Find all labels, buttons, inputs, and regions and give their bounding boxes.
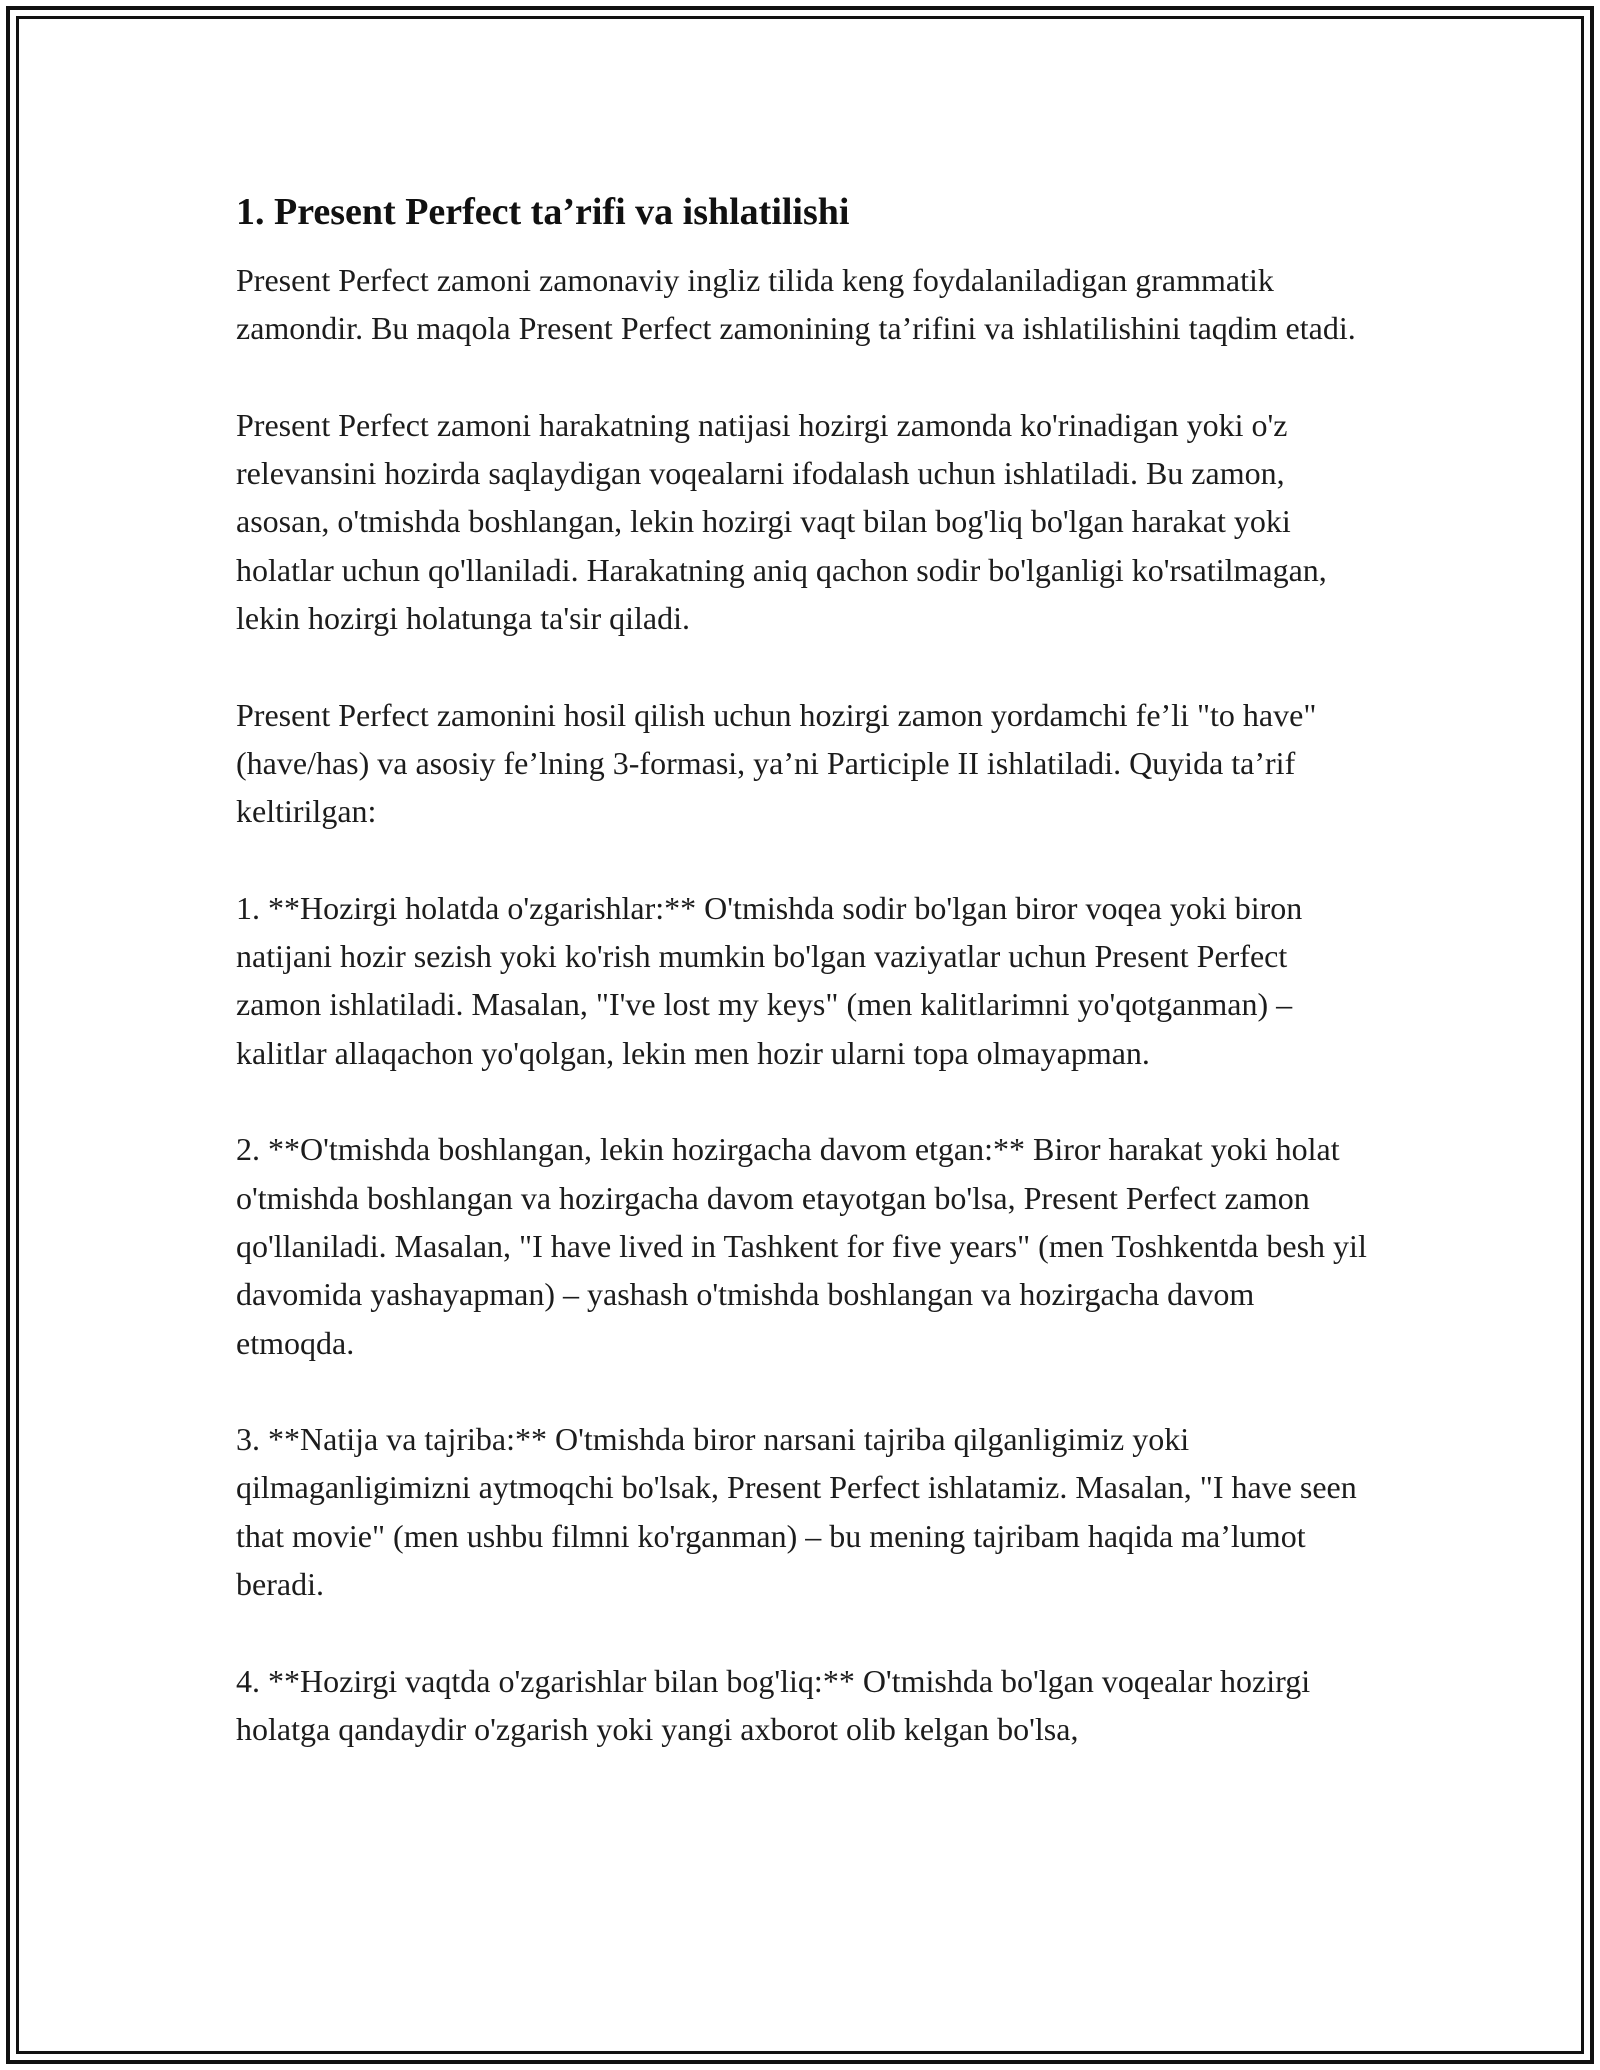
paragraph-intro: Present Perfect zamoni zamonaviy ingliz tilida keng foydalaniladigan grammatik zamondir. Bu maqola Present Perfect zamonining ta’rifini va ishlatilishini taqdim etadi. bbox=[236, 262, 1356, 347]
list-item-1: 1. **Hozirgi holatda o'zgarishlar:** O'tmishda sodir bo'lgan biror voqea yoki biron natijani hozir sezish yoki ko'rish mumkin bo'lgan vaziyatlar uchun Present Perfect zamon ishlatiladi. Masalan, "I've lost my keys" (men kalitlarimni yo'qotganman) – kalitlar allaqachon yo'qolgan, lekin men hozir ularni topa olmayapman. bbox=[236, 889, 1303, 1071]
paragraph-definition: Present Perfect zamoni harakatning natijasi hozirgi zamonda ko'rinadigan yoki o'z relevansini hozirda saqlaydigan voqealarni ifodalash uchun ishlatiladi. Bu zamon, asosan, o'tmishda boshlangan, lekin hozirgi vaqt bilan bog'liq bo'lgan harakat yoki holatlar uchun qo'llaniladi. Harakatning aniq qachon sodir bo'lganligi ko'rsatilmagan, lekin hozirgi holatunga ta'sir qiladi. bbox=[236, 406, 1327, 637]
section-heading: 1. Present Perfect ta’rifi va ishlatilishi bbox=[236, 191, 850, 233]
list-item-3: 3. **Natija va tajriba:** O'tmishda biror narsani tajriba qilganligimiz yoki qilmaganligimizni aytmoqchi bo'lsak, Present Perfect ishlatamiz. Masalan, "I have seen that movie" (men ushbu filmni ko'rganman) – bu mening tajribam haqida ma’lumot beradi. bbox=[236, 1421, 1357, 1603]
list-item-4: 4. **Hozirgi vaqtda o'zgarishlar bilan bog'liq:** O'tmishda bo'lgan voqealar hozirgi holatga qandaydir o'zgarish yoki yangi axborot olib kelgan bo'lsa, bbox=[236, 1662, 1311, 1747]
list-item-2: 2. **O'tmishda boshlangan, lekin hozirgacha davom etgan:** Biror harakat yoki holat o'tmishda boshlangan va hozirgacha davom etayotgan bo'lsa, Present Perfect zamon qo'llaniladi. Masalan, "I have lived in Tashkent for five years" (men Toshkentda besh yil davomida yashayapman) – yashash o'tmishda boshlangan va hozirgacha davom etmoqda. bbox=[236, 1131, 1367, 1361]
paragraph-formation: Present Perfect zamonini hosil qilish uchun hozirgi zamon yordamchi fe’li "to have" (have/has) va asosiy fe’lning 3-formasi, ya’ni Participle II ishlatiladi. Quyida ta’rif keltirilgan: bbox=[236, 696, 1317, 830]
document-body bbox=[236, 186, 1376, 1802]
